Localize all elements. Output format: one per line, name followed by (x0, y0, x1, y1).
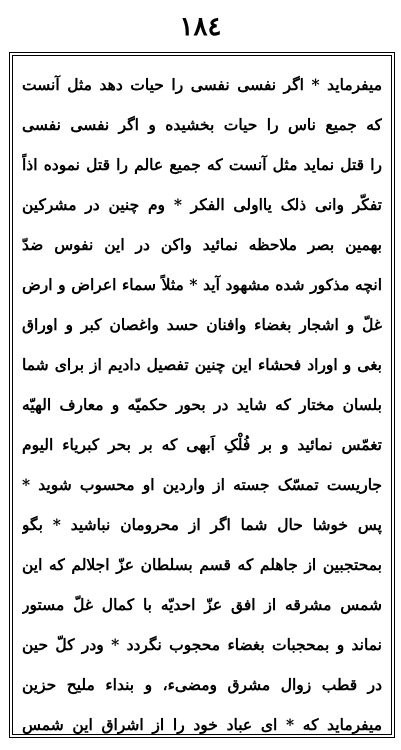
page-number: ۱۸٤ (179, 12, 222, 42)
text-line: میفرماید که * ای عباد خود را از اشراق این شمس (22, 715, 382, 734)
text-line: غلّ و اشجار بغضاء وافنان حسد واغصان کبر و اوراق (22, 315, 382, 334)
text-line: که جمیع ناس را حیات بخشیده و اگر نفسی نفسی (22, 115, 382, 134)
text-line: بغی و اوراد فحشاء این چنین تفصیل دادیم از برای شما (22, 355, 382, 374)
text-line: انچه مذکور شده مشهود آید * مثلاً سماء اعراض و ارض (22, 275, 382, 294)
text-block (22, 65, 382, 745)
text-line: بلسان مختار که شاید در بحور حکمیّه و معارف الهیّه (22, 395, 382, 414)
text-line: را قتل نماید مثل آنست که جمیع عالم را قتل نموده اذاً (22, 155, 382, 174)
text-line: نماند و بمحجبات بغضاء محجوب نگردد * ودر کلّ حین (22, 635, 382, 654)
text-line: در قطب زوال مشرق ومضیء، و بنداء ملیح حزین (22, 675, 382, 694)
text-line: جاریست تمسّک جسته از واردین او محسوب شوید * (22, 475, 382, 494)
text-frame (9, 52, 395, 738)
text-line: بمحتجبین از جاهلم که قسم بسلطان عزّ اجلالم که این (22, 555, 382, 574)
text-line: بهمین بصر ملاحظه نمائید واکن در این نفوس ضدّ (22, 235, 382, 254)
text-line: تغمّس نمائید و بر فُلْکِ اَبهی که بر بحر کبریاء الیوم (22, 435, 382, 454)
text-line: شمس مشرقه از افق عزّ احدیّه با کمال غلّ مستور (22, 595, 382, 614)
text-line: میفرماید * اگر نفسی نفسی را حیات دهد مثل آنست (22, 75, 382, 94)
text-line: پس خوشا حال شما اگر از محرومان نباشید * بگو (22, 515, 382, 534)
text-line: تفکّر وانی ذلک یااولی الفکر * وم چنین در مشرکین (22, 195, 382, 214)
